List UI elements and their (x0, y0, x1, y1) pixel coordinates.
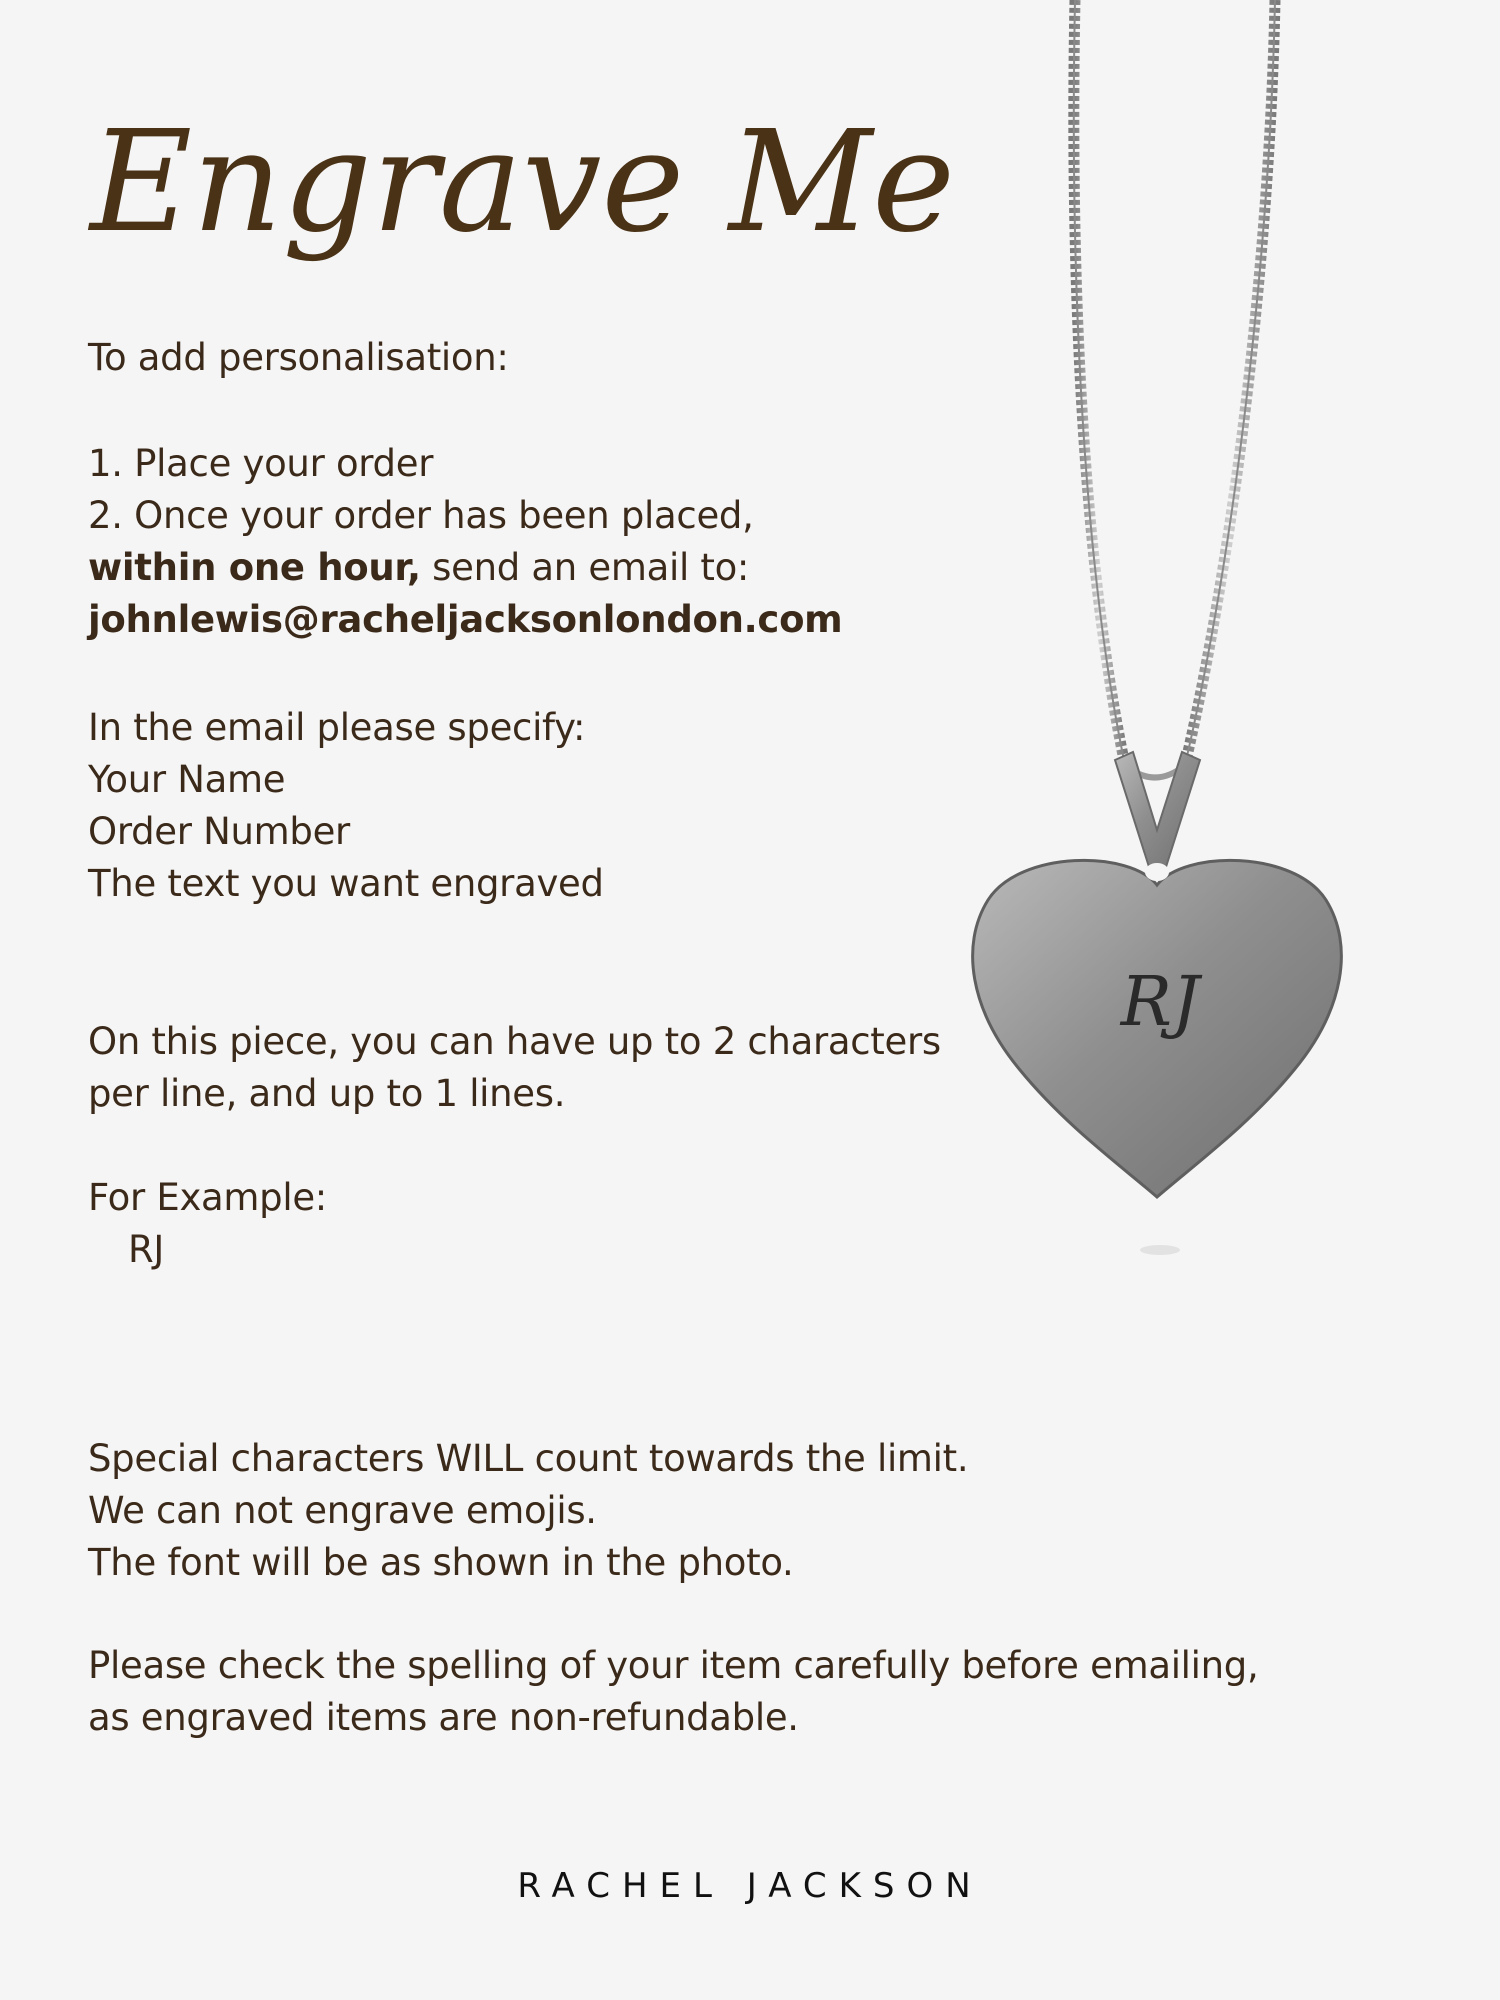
step-3 (88, 542, 842, 594)
chain-right (1185, 0, 1275, 765)
example-text: RJ (128, 1228, 165, 1271)
headline-script (90, 70, 956, 310)
example-heading: For Example: (88, 1176, 327, 1219)
limits-line-2: per line, and up to 1 lines. (88, 1072, 566, 1115)
specify-item: The text you want engraved (88, 862, 604, 905)
example-block (88, 1172, 327, 1276)
note-emojis: We can not engrave emojis. (88, 1489, 597, 1532)
pendant-engraving: RJ (1120, 963, 1200, 1042)
intro-line: To add personalisation: (88, 336, 509, 379)
note-special-characters: Special characters WILL count towards the limit. (88, 1437, 969, 1480)
limits-line-1: On this piece, you can have up to 2 characters (88, 1020, 941, 1063)
specify-heading: In the email please specify: (88, 706, 586, 749)
warning-block (88, 1640, 1258, 1744)
step-1: 1. Place your order (88, 442, 434, 485)
warning-line-2: as engraved items are non-refundable. (88, 1696, 799, 1739)
headline (90, 70, 956, 310)
steps-list (88, 438, 842, 646)
specify-item: Order Number (88, 810, 350, 853)
step-2: 2. Once your order has been placed, (88, 494, 754, 537)
brand-logo: RACHEL JACKSON (517, 1866, 983, 1906)
step-3-emphasis: within one hour, (88, 546, 421, 589)
specify-item: Your Name (88, 758, 286, 801)
warning-line-1: Please check the spelling of your item carefully before emailing, (88, 1644, 1259, 1687)
step-3-rest: send an email to: (420, 546, 750, 589)
specify-list (88, 702, 604, 910)
necklace-illustration (960, 0, 1360, 1400)
heart-necklace-photo (960, 0, 1360, 1400)
character-limits (88, 1016, 941, 1120)
pendant-bail (1115, 752, 1200, 870)
note-font: The font will be as shown in the photo. (88, 1541, 794, 1584)
headline-text: Engrave Me (90, 101, 956, 264)
email-address[interactable]: johnlewis@racheljacksonlondon.com (88, 598, 843, 641)
intro-text (88, 332, 509, 384)
notes-block (88, 1433, 968, 1589)
